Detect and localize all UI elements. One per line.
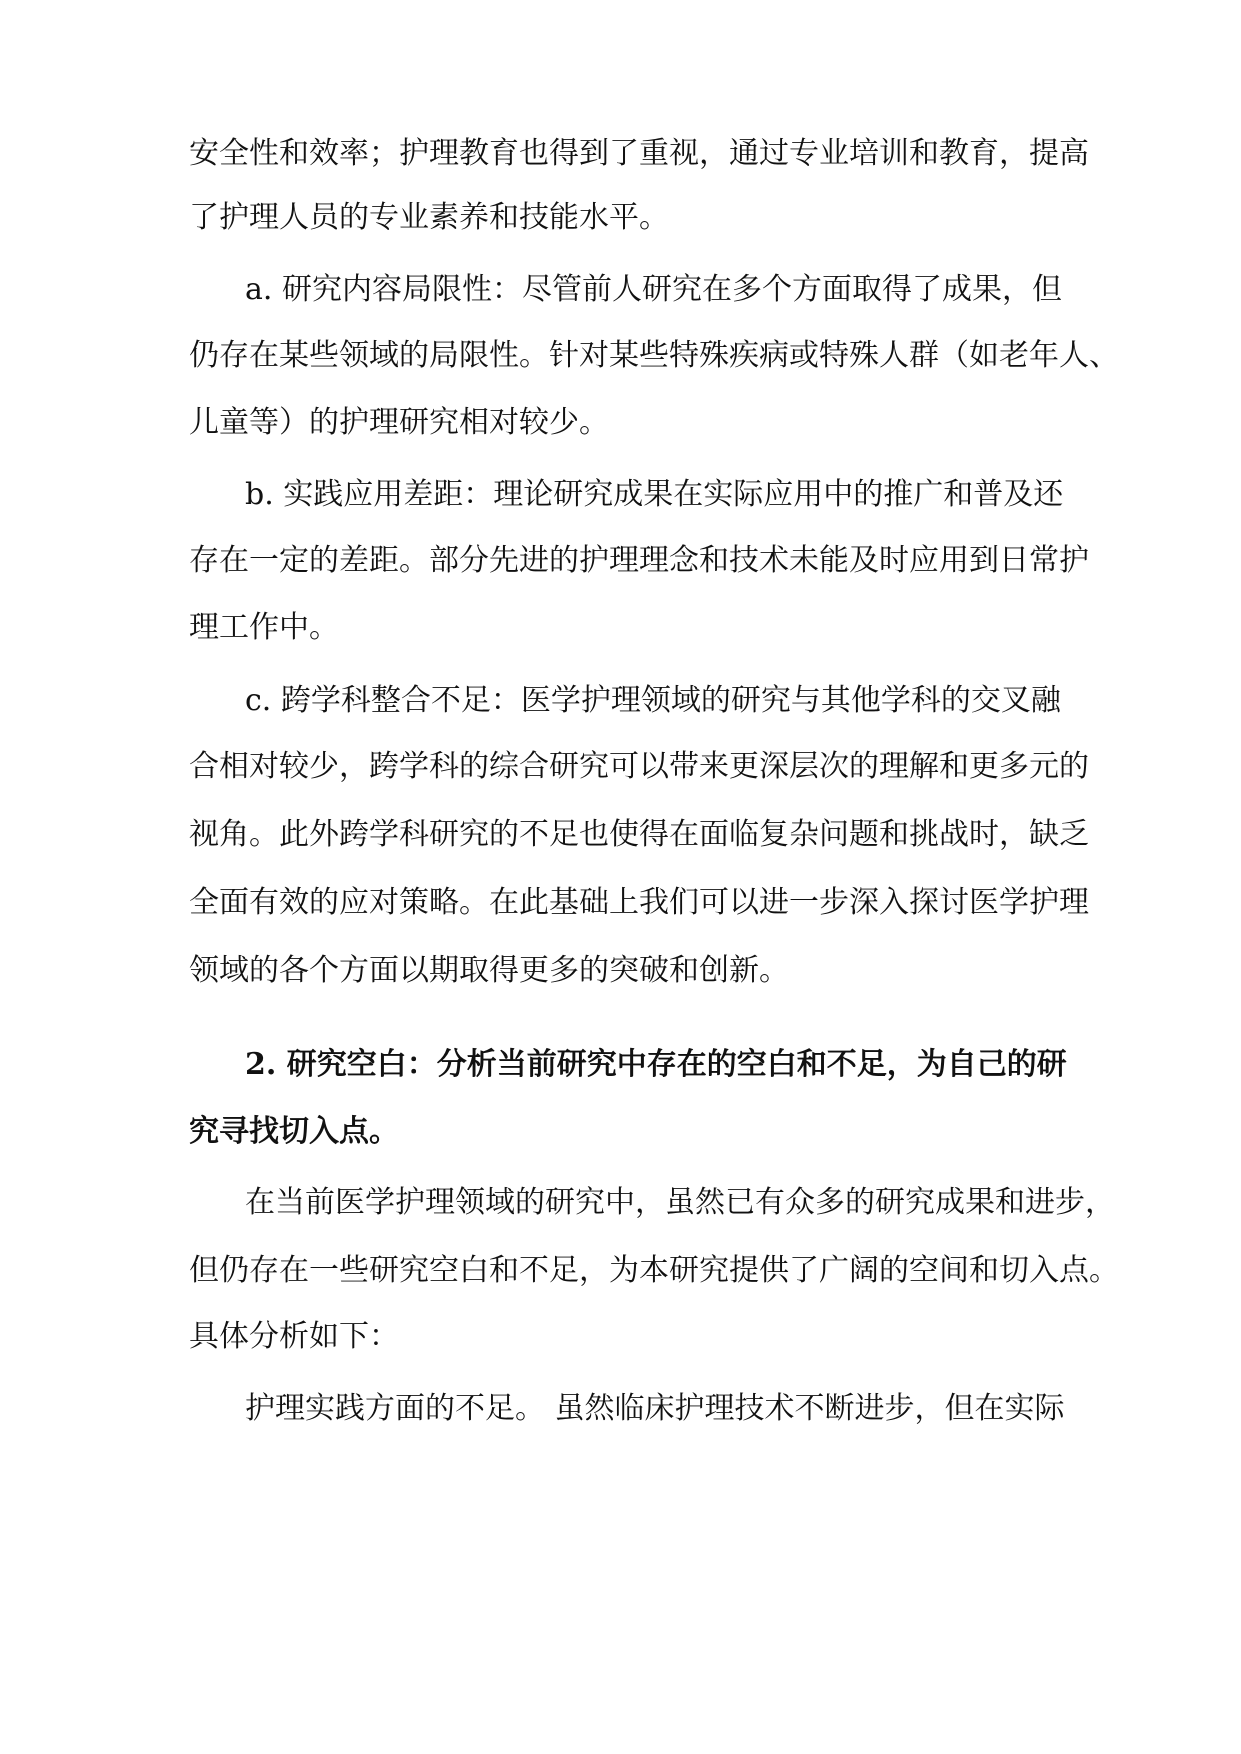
section-heading: 2. 研究空白：分析当前研究中存在的空白和不足，为自己的研 [245,1047,1067,1082]
list-item-a-line: a. 研究内容局限性：尽管前人研究在多个方面取得了成果，但 [245,272,1062,307]
list-item-c-line: 合相对较少，跨学科的综合研究可以带来更深层次的理解和更多元的 [189,749,1089,784]
paragraph-line: 具体分析如下： [189,1319,399,1354]
list-item-c-line: 视角。此外跨学科研究的不足也使得在面临复杂问题和挑战时，缺乏 [189,817,1089,852]
list-item-c-line: c. 跨学科整合不足：医学护理领域的研究与其他学科的交叉融 [245,683,1061,718]
list-item-b-line: 理工作中。 [189,610,339,645]
list-item-b-line: 存在一定的差距。部分先进的护理理念和技术未能及时应用到日常护 [189,543,1089,578]
section-heading: 究寻找切入点。 [189,1114,399,1149]
list-item-a-line: 儿童等）的护理研究相对较少。 [189,405,609,440]
paragraph-line: 了护理人员的专业素养和技能水平。 [189,200,669,235]
list-item-a-line: 仍存在某些领域的局限性。针对某些特殊疾病或特殊人群（如老年人、 [189,338,1119,373]
paragraph-line: 护理实践方面的不足。 虽然临床护理技术不断进步，但在实际 [245,1391,1065,1426]
paragraph-line: 但仍存在一些研究空白和不足，为本研究提供了广阔的空间和切入点。 [189,1253,1119,1288]
paragraph-line: 在当前医学护理领域的研究中，虽然已有众多的研究成果和进步， [245,1185,1115,1220]
paragraph-line: 安全性和效率；护理教育也得到了重视，通过专业培训和教育，提高 [189,136,1089,171]
list-item-b-line: b. 实践应用差距：理论研究成果在实际应用中的推广和普及还 [245,477,1064,512]
list-item-c-line: 领域的各个方面以期取得更多的突破和创新。 [189,953,789,988]
list-item-c-line: 全面有效的应对策略。在此基础上我们可以进一步深入探讨医学护理 [189,885,1089,920]
